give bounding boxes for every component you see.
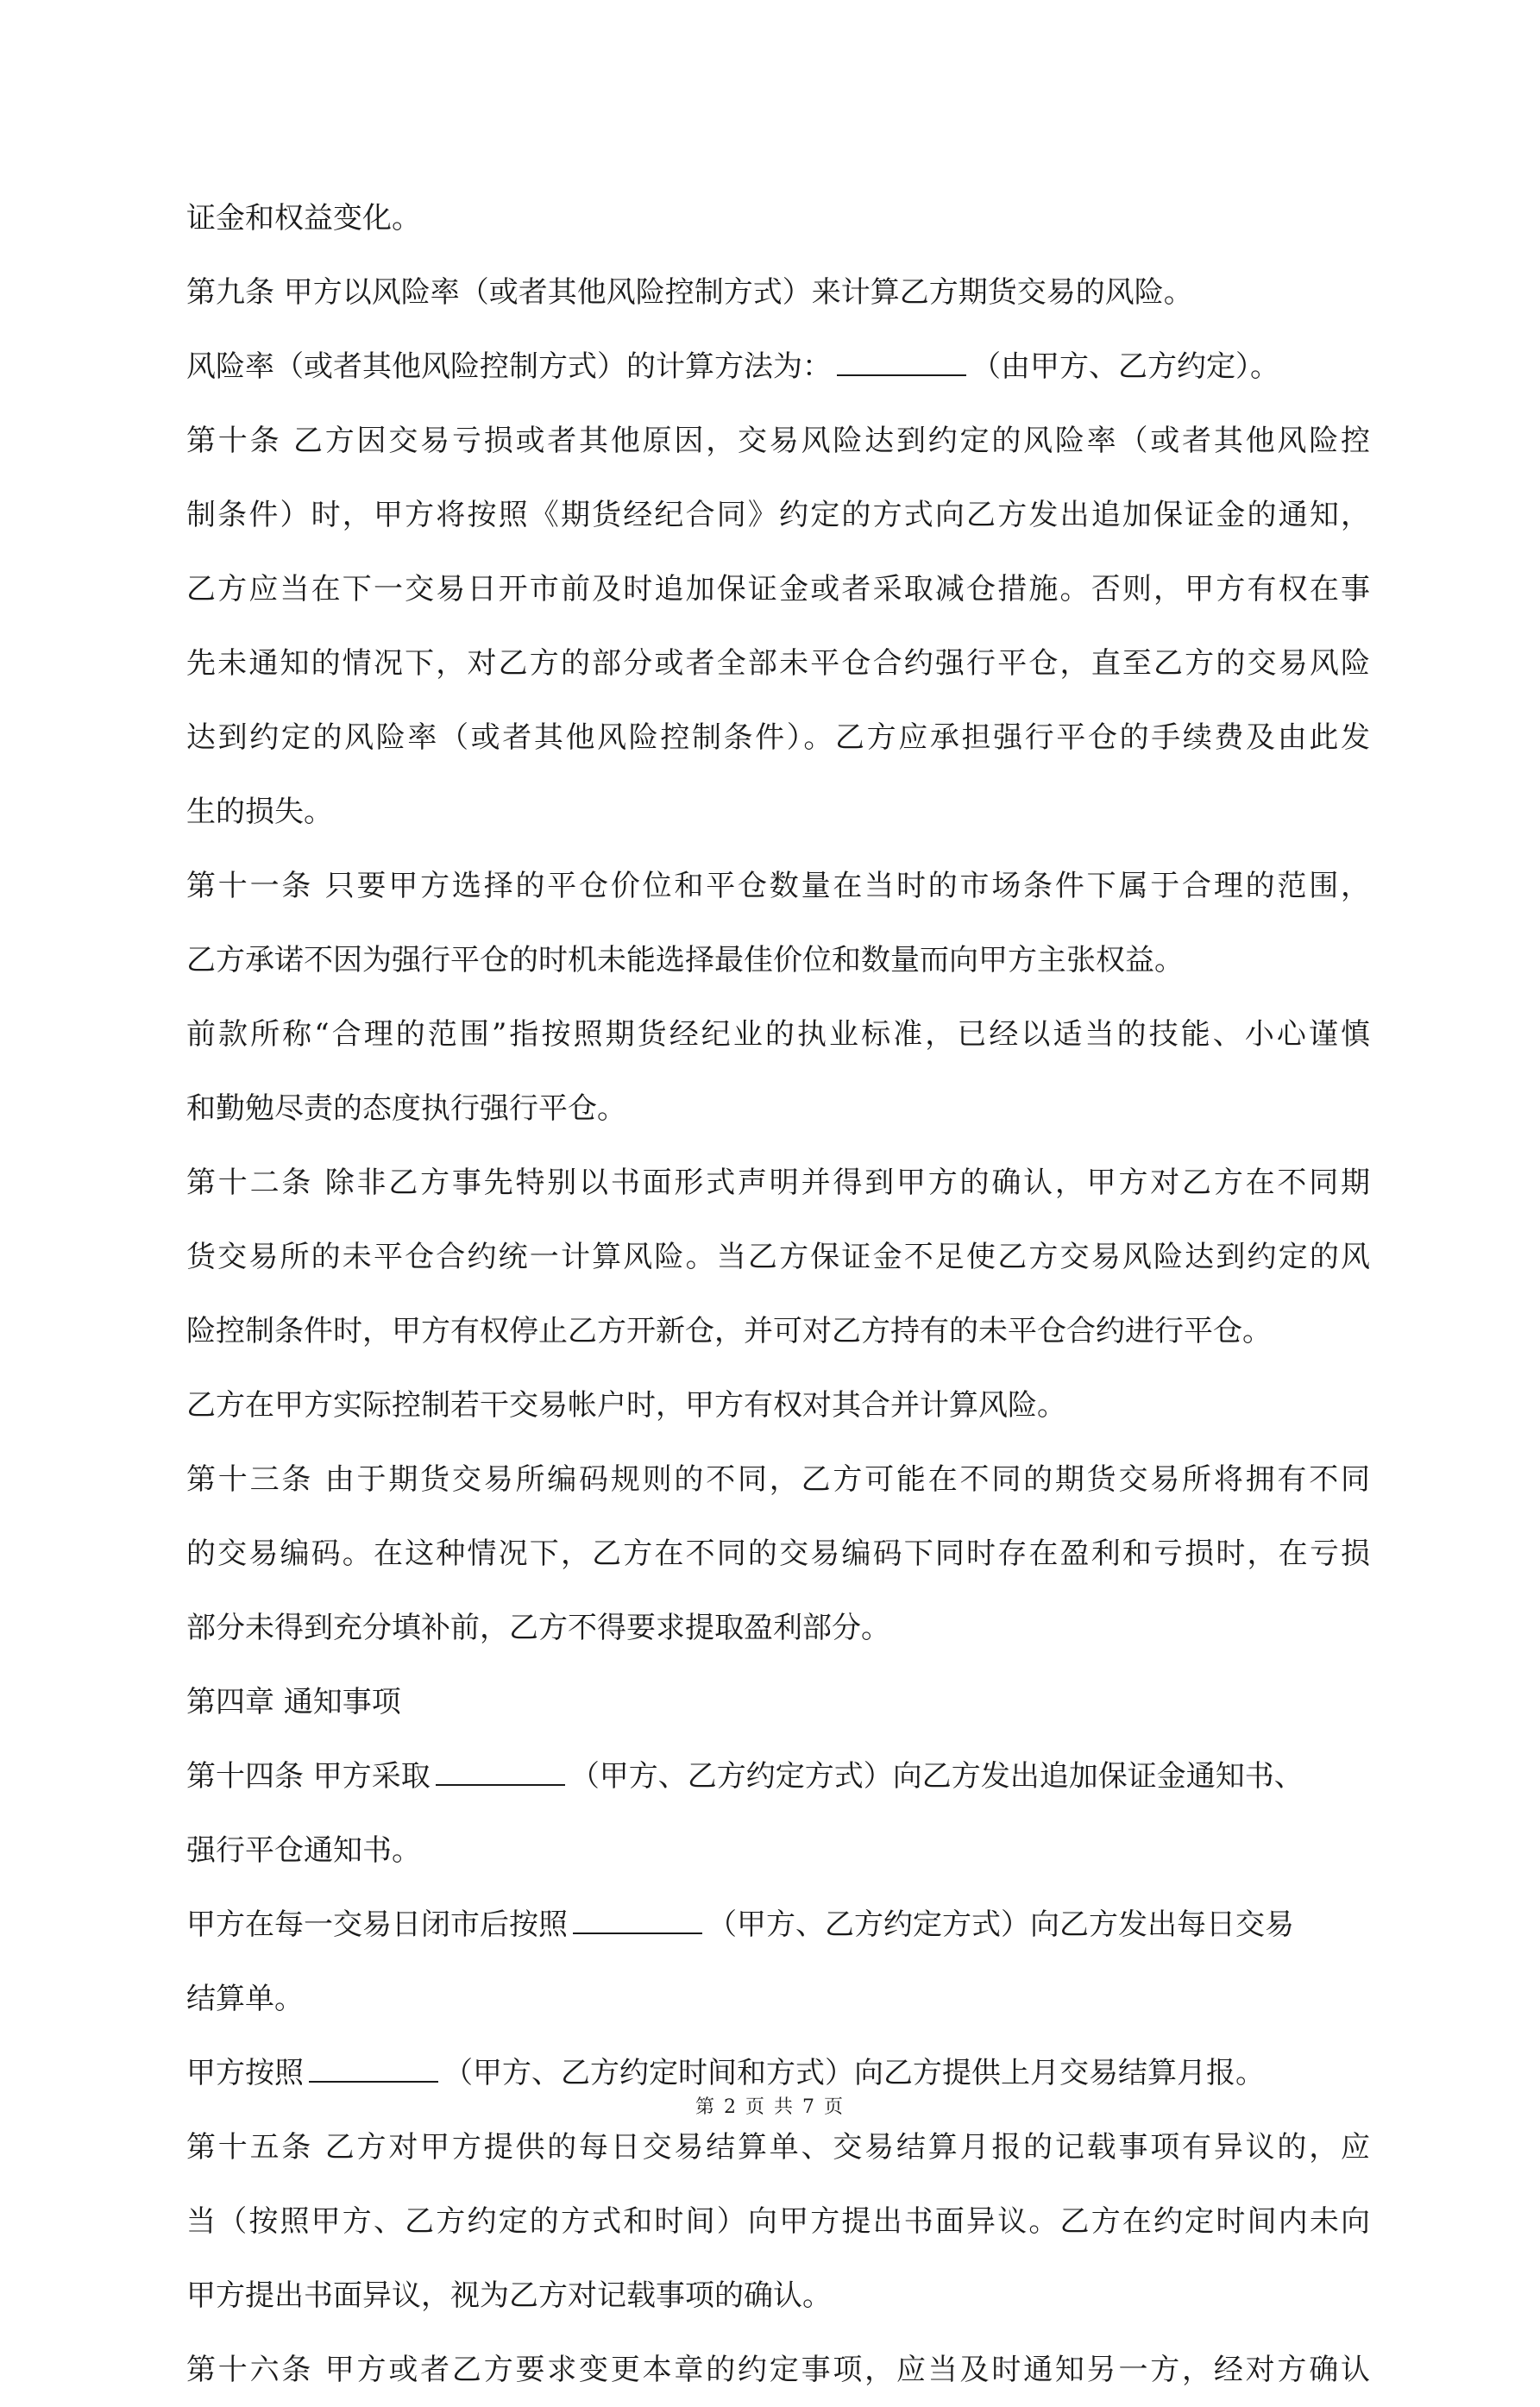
fill-in-blank xyxy=(573,1907,702,1934)
text-line: 制条件）时，甲方将按照《期货经纪合同》约定的方式向乙方发出追加保证金的通知， xyxy=(186,498,1370,532)
text-line: 第十六条 甲方或者乙方要求变更本章的约定事项，应当及时通知另一方，经对方确认 xyxy=(186,2353,1370,2387)
text-line: 第四章 通知事项 xyxy=(186,1685,401,1719)
text-line: 的交易编码。在这种情况下，乙方在不同的交易编码下同时存在盈利和亏损时，在亏损 xyxy=(186,1537,1370,1571)
text-segment: （由甲方、乙方约定）。 xyxy=(971,349,1279,384)
text-line xyxy=(186,1739,1370,1813)
document-body xyxy=(186,181,1370,2407)
text-line: 乙方在甲方实际控制若干交易帐户时，甲方有权对其合并计算风险。 xyxy=(186,1388,1066,1423)
text-line: 货交易所的未平仓合约统一计算风险。当乙方保证金不足使乙方交易风险达到约定的风 xyxy=(186,1240,1370,1274)
text-line: 第九条 甲方以风险率（或者其他风险控制方式）来计算乙方期货交易的风险。 xyxy=(186,275,1193,310)
text-line: 乙方应当在下一交易日开市前及时追加保证金或者采取减仓措施。否则，甲方有权在事 xyxy=(186,572,1370,606)
fill-in-blank xyxy=(436,1758,565,1786)
text-line: 当（按照甲方、乙方约定的方式和时间）向甲方提出书面异议。乙方在约定时间内未向 xyxy=(186,2204,1370,2239)
text-line: 先未通知的情况下，对乙方的部分或者全部未平仓合约强行平仓，直至乙方的交易风险 xyxy=(186,646,1370,681)
text-segment: 风险率（或者其他风险控制方式）的计算方法为： xyxy=(186,349,832,384)
fill-in-blank xyxy=(837,349,966,376)
text-segment: 甲方按照 xyxy=(186,2056,304,2090)
text-line: 第十五条 乙方对甲方提供的每日交易结算单、交易结算月报的记载事项有异议的，应 xyxy=(186,2130,1370,2165)
text-line: 第十一条 只要甲方选择的平仓价位和平仓数量在当时的市场条件下属于合理的范围， xyxy=(186,869,1370,903)
text-line: 结算单。 xyxy=(186,1982,304,2016)
text-line: 证金和权益变化。 xyxy=(186,201,421,236)
text-line: 前款所称“合理的范围”指按照期货经纪业的执业标准，已经以适当的技能、小心谨慎 xyxy=(186,1017,1370,1052)
text-line: 险控制条件时，甲方有权停止乙方开新仓，并可对乙方持有的未平仓合约进行平仓。 xyxy=(186,1314,1272,1348)
text-line: 和勤勉尽责的态度执行强行平仓。 xyxy=(186,1091,626,1126)
fill-in-blank xyxy=(309,2055,438,2083)
text-line: 甲方提出书面异议，视为乙方对记载事项的确认。 xyxy=(186,2278,832,2313)
text-line: 第十条 乙方因交易亏损或者其他原因，交易风险达到约定的风险率（或者其他风险控 xyxy=(186,424,1370,458)
text-line: 第十三条 由于期货交易所编码规则的不同，乙方可能在不同的期货交易所将拥有不同 xyxy=(186,1462,1370,1497)
text-line: 乙方承诺不因为强行平仓的时机未能选择最佳价位和数量而向甲方主张权益。 xyxy=(186,943,1184,977)
text-segment: （甲方、乙方约定方式）向乙方发出追加保证金通知书、 xyxy=(569,1759,1304,1794)
text-line: 生的损失。 xyxy=(186,795,333,829)
text-line: 部分未得到充分填补前，乙方不得要求提取盈利部分。 xyxy=(186,1611,890,1645)
text-line: 达到约定的风险率（或者其他风险控制条件）。乙方应承担强行平仓的手续费及由此发 xyxy=(186,720,1370,755)
text-segment: （甲方、乙方约定方式）向乙方发出每日交易 xyxy=(707,1907,1294,1942)
text-segment: （甲方、乙方约定时间和方式）向乙方提供上月交易结算月报。 xyxy=(443,2056,1265,2090)
text-line: 强行平仓通知书。 xyxy=(186,1833,421,1868)
page-footer: 第 2 页 共 7 页 xyxy=(695,2096,845,2118)
text-segment: 第十四条 甲方采取 xyxy=(186,1759,431,1794)
text-line xyxy=(186,330,1370,404)
text-line: 第十二条 除非乙方事先特别以书面形式声明并得到甲方的确认，甲方对乙方在不同期 xyxy=(186,1166,1370,1200)
text-line xyxy=(186,1888,1370,1962)
text-segment: 甲方在每一交易日闭市后按照 xyxy=(186,1907,568,1942)
